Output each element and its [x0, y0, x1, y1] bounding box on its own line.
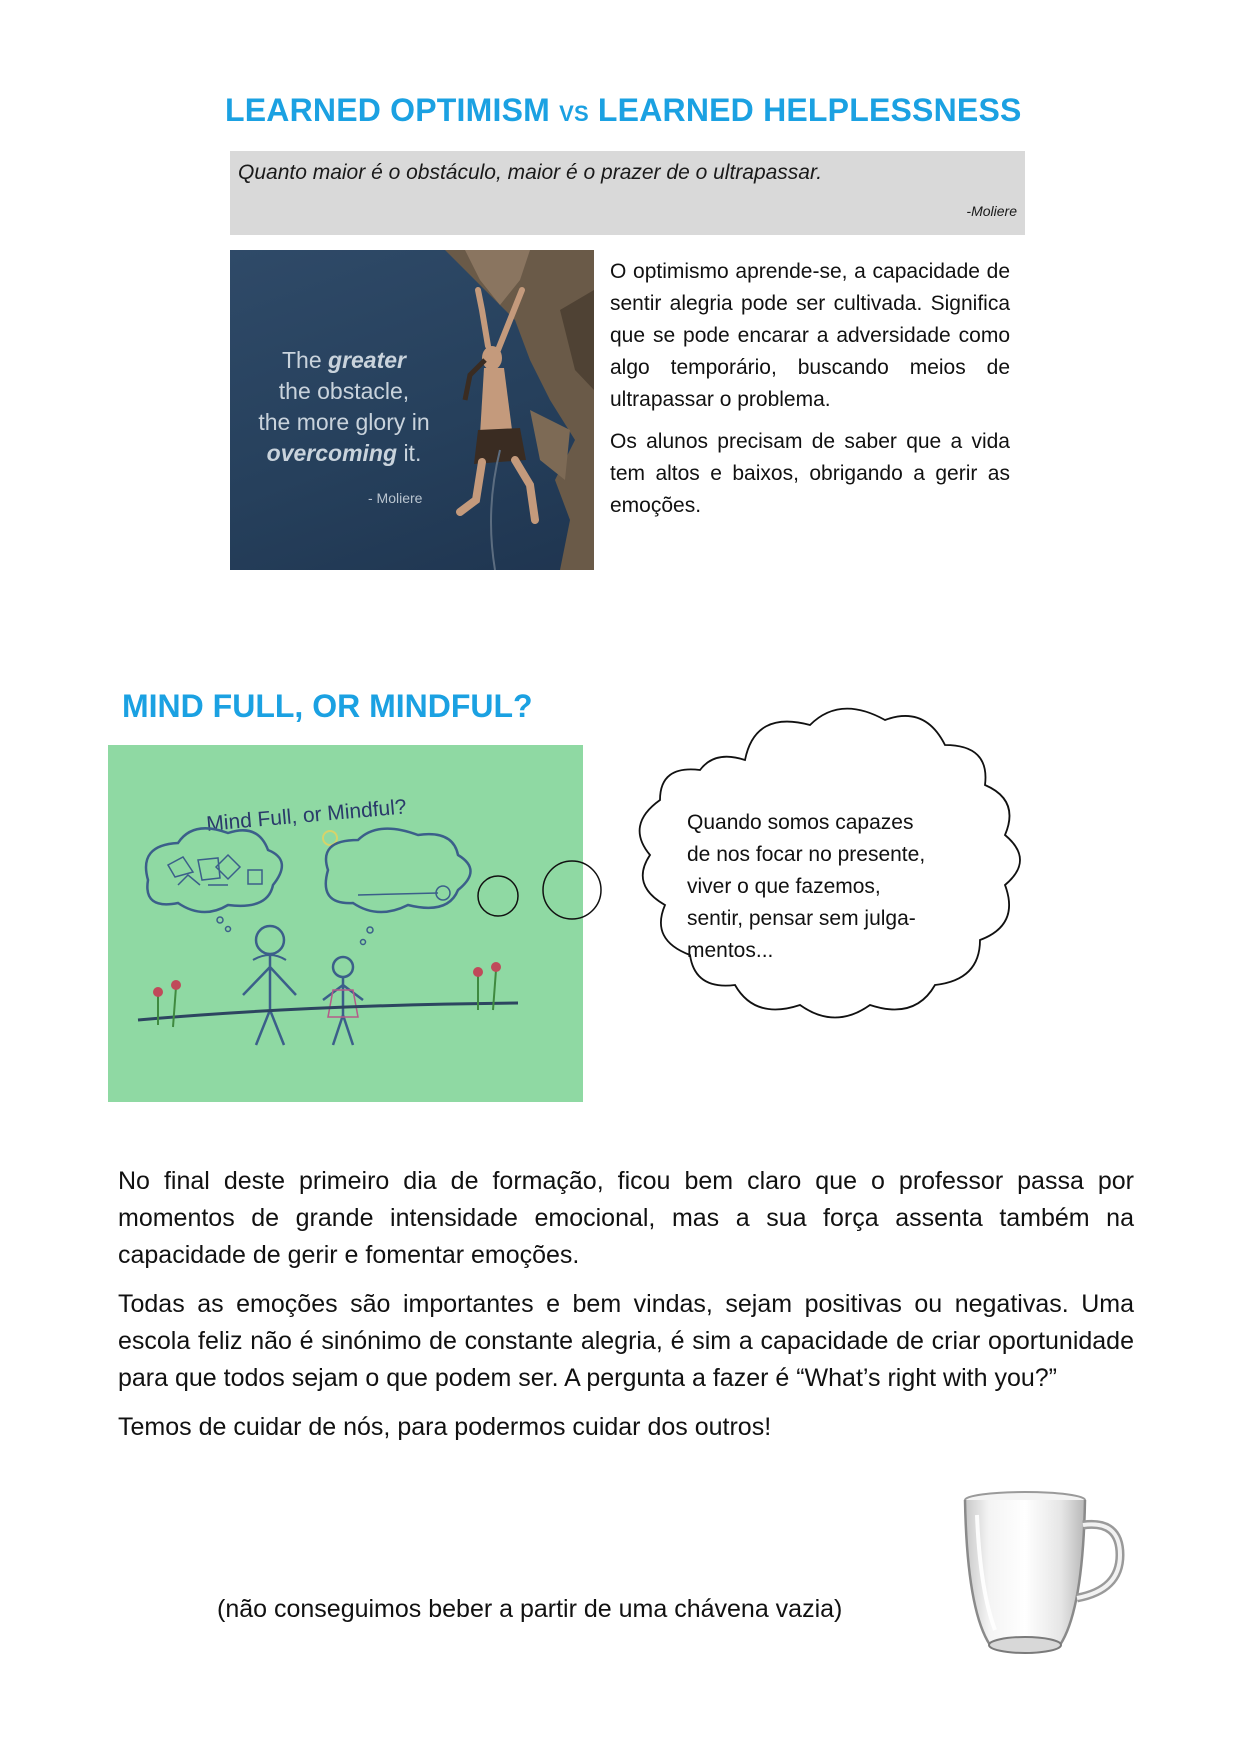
mindful-drawing-caption: Mind Full, or Mindful? [205, 795, 408, 836]
cloud-line: sentir, pensar sem julga- [687, 907, 916, 930]
cloud-line: viver o que fazemos, [687, 875, 881, 898]
photo-quote-line-2: the obstacle, [278, 378, 410, 404]
photo-word-the: The [281, 347, 322, 373]
photo-word-overcoming: overcoming [266, 440, 398, 466]
optimism-paragraph-1: O optimismo aprende-se, a capacidade de sentir alegria pode ser cultivada. Significa que se pode encarar a adversidade como algo temporário, buscando meios de ultrapassar o problema. [610, 260, 1010, 411]
optimism-text [610, 256, 1010, 532]
photo-quote-line-1 [230, 345, 458, 376]
photo-quote [230, 345, 458, 469]
cloud-line: Quando somos capazes [687, 811, 914, 834]
thought-cloud-text [687, 807, 977, 967]
cloud-line: mentos... [687, 939, 774, 962]
photo-quote-line-4 [230, 438, 458, 469]
conclusion-paragraph-2: Todas as emoções são importantes e bem vindas, sejam positivas ou negativas. Uma escola feliz não é sinónimo de constante alegria, é sim a capacidade de criar oportunidade para que todos sejam o que podem ser. A pergunta a fazer é “What’s right with you?” [118, 1290, 1134, 1392]
section-title-mindful: MIND FULL, OR MINDFUL? [122, 688, 533, 724]
thought-bubble-medium [540, 858, 606, 924]
quote-text: Quanto maior é o obstáculo, maior é o prazer de o ultrapassar. [238, 161, 823, 184]
mindful-photo [108, 745, 583, 1102]
photo-quote-line-3: the more glory in [258, 409, 430, 435]
photo-word-it: it. [403, 440, 422, 466]
cup-caption: (não conseguimos beber a partir de uma chávena vazia) [217, 1595, 843, 1623]
title-right: LEARNED HELPLESSNESS [597, 92, 1022, 128]
photo-word-greater: greater [328, 347, 406, 373]
mindful-drawing [108, 745, 583, 1102]
climber-photo [230, 250, 594, 570]
glass-cup-image [955, 1490, 1130, 1660]
section-title-optimism [225, 92, 1022, 129]
photo-quote-author: - Moliere [368, 490, 423, 506]
cloud-line: de nos focar no presente, [687, 843, 926, 866]
conclusion-paragraph-3: Temos de cuidar de nós, para podermos cuidar dos outros! [118, 1413, 772, 1441]
thought-bubble-small [474, 872, 524, 922]
quote-author: -Moliere [966, 203, 1017, 219]
title-left: LEARNED OPTIMISM [225, 92, 550, 128]
conclusion-text [118, 1163, 1134, 1458]
conclusion-paragraph-1: No final deste primeiro dia de formação, ficou bem claro que o professor passa por momentos de grande intensidade emocional, mas a sua força assenta também na capacidade de gerir e fomentar emoções. [118, 1167, 1134, 1269]
title-vs: VS [559, 101, 589, 126]
optimism-paragraph-2: Os alunos precisam de saber que a vida tem altos e baixos, obrigando a gerir as emoções. [610, 430, 1010, 517]
quote-box [230, 151, 1025, 235]
